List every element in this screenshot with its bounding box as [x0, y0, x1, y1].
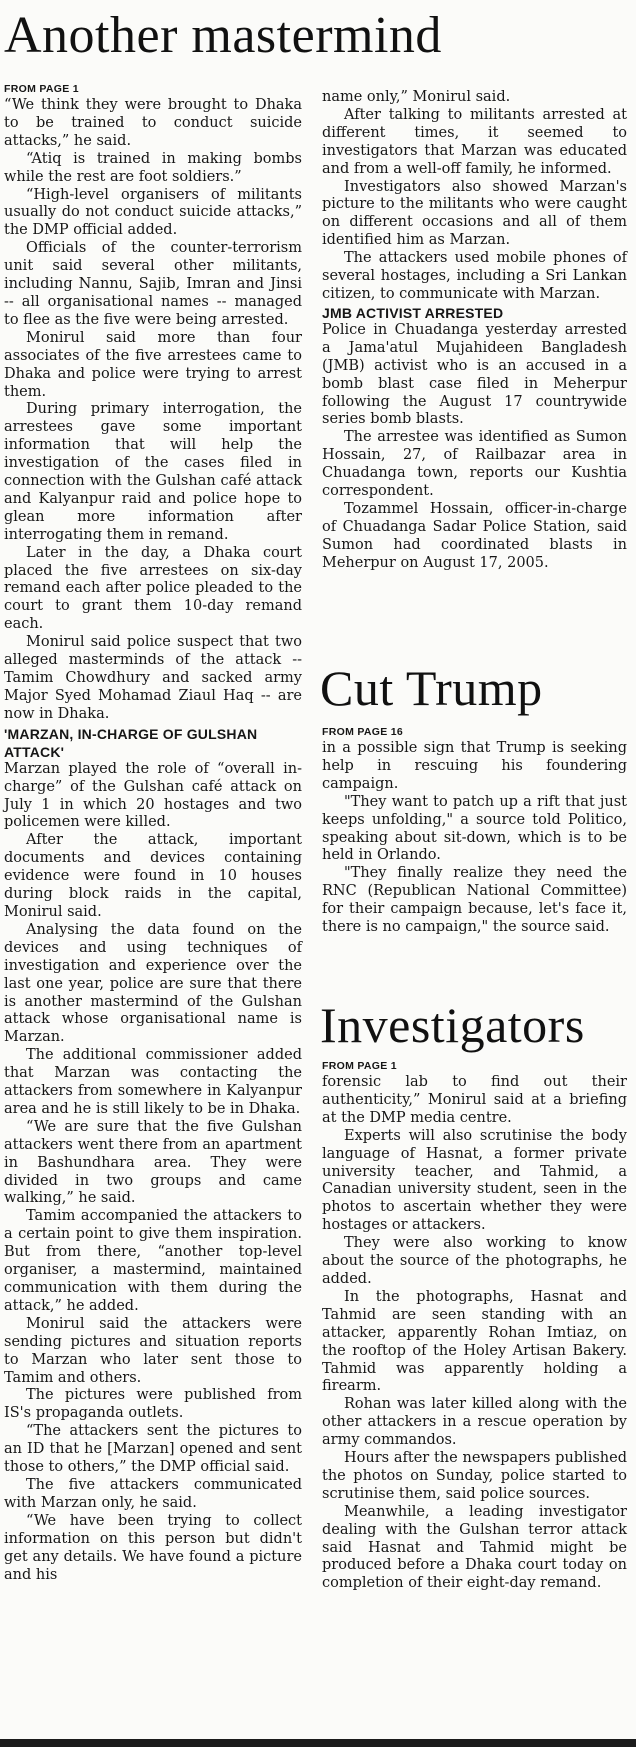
paragraph: Police in Chuadanga yesterday arrested a Jama'atul Mujahideen Bangladesh (JMB) activist who is an accused in a bomb blast case filed in Meherpur following the August 17 countrywide series bomb blasts.: [322, 321, 627, 428]
left-column: [4, 83, 302, 1584]
paragraph: During primary interrogation, the arrestees gave some important information that will help the investigation of the cases filed in connection with the Gulshan café attack and Kalyanpur raid and police hope to glean more information after interrogating them in remand.: [4, 401, 302, 543]
subhead-marzan: 'MARZAN, IN-CHARGE OF GULSHAN ATTACK': [4, 725, 258, 760]
page-bottom-rule: [0, 1739, 636, 1747]
paragraph: “We have been trying to collect information on this person but didn't get any details. We have found a picture and his: [4, 1512, 302, 1583]
paragraph: After the attack, important documents and devices containing evidence were found in 10 houses during block raids in the capital, Monirul said.: [4, 832, 302, 920]
paragraph: Monirul said more than four associates of the five arrestees came to Dhaka and police were trying to arrest them.: [4, 329, 302, 400]
paragraph: Experts will also scrutinise the body language of Hasnat, a former private university teacher, and Tahmid, a Canadian university student, seen in the photos to ascertain whether they were hostages or attackers.: [322, 1127, 627, 1234]
paragraph: Tamim accompanied the attackers to a certain point to give them inspiration. But from there, “another top-level organiser, a mastermind, maintained communication with them during the attack,” he added.: [4, 1208, 302, 1314]
investigators-article: [322, 1060, 627, 1593]
paragraph: The attackers used mobile phones of several hostages, including a Sri Lankan citizen, to communicate with Marzan.: [322, 250, 627, 302]
headline-another-mastermind: Another mastermind: [4, 7, 442, 64]
subhead-jmb: JMB ACTIVIST ARRESTED: [322, 304, 504, 321]
right-column-continuation: [322, 89, 627, 573]
paragraph: Investigators also showed Marzan's picture to the militants who were caught on different occasions and all of them identified him as Marzan.: [322, 178, 627, 249]
paragraph: Analysing the data found on the devices and using techniques of investigation and experience over the last one year, police are sure that there is another mastermind of the Gulshan attack whose organisational name is Marzan.: [4, 921, 302, 1046]
paragraph: In the photographs, Hasnat and Tahmid are seen standing with an attacker, apparently Rohan Imtiaz, on the rooftop of the Holey Artisan Bakery. Tahmid was apparently holding a firearm.: [322, 1288, 627, 1395]
paragraph: Tozammel Hossain, officer-in-charge of Chuadanga Sadar Police Station, said Sumon had coordinated blasts in Meherpur on August 17, 2005.: [322, 500, 627, 571]
paragraph: "They finally realize they need the RNC (Republican National Committee) for their campaign because, let's face it, there is no campaign," the source said.: [322, 865, 627, 936]
headline-cut-trump: Cut Trump: [320, 660, 543, 716]
from-page-label: FROM PAGE 16: [322, 726, 404, 738]
from-page-label: FROM PAGE 1: [4, 83, 79, 95]
paragraph: The arrestee was identified as Sumon Hossain, 27, of Railbazar area in Chuadanga town, reports our Kushtia correspondent.: [322, 429, 627, 500]
paragraph: forensic lab to find out their authenticity,” Monirul said at a briefing at the DMP media centre.: [322, 1074, 627, 1126]
paragraph: They were also working to know about the source of the photographs, he added.: [322, 1235, 627, 1287]
paragraph: The five attackers communicated with Marzan only, he said.: [4, 1476, 302, 1511]
paragraph: “High-level organisers of militants usually do not conduct suicide attacks,” the DMP official added.: [4, 186, 302, 239]
paragraph: Later in the day, a Dhaka court placed the five arrestees on six-day remand each after police pleaded to the court to grant them 10-day remand each.: [4, 544, 302, 633]
paragraph: name only,” Monirul said.: [322, 89, 511, 105]
paragraph: The pictures were published from IS's propaganda outlets.: [4, 1387, 302, 1422]
paragraph: “Atiq is trained in making bombs while the rest are foot soldiers.”: [4, 150, 302, 185]
paragraph: “We think they were brought to Dhaka to be trained to conduct suicide attacks,” he said.: [4, 97, 302, 149]
paragraph: “We are sure that the five Gulshan attackers went there from an apartment in Bashundhara area. They were divided in two groups and came walking,” he said.: [4, 1118, 302, 1207]
paragraph: Monirul said police suspect that two alleged masterminds of the attack -- Tamim Chowdhury and sacked army Major Syed Mohamad Ziaul Haq -- are now in Dhaka.: [4, 634, 302, 722]
paragraph: "They want to patch up a rift that just keeps unfolding," a source told Politico, speaking about sit-down, which is to be held in Orlando.: [322, 793, 627, 864]
paragraph: Hours after the newspapers published the photos on Sunday, police started to scrutinise them, said police sources.: [322, 1450, 627, 1502]
cut-trump-article: [322, 726, 627, 937]
paragraph: After talking to militants arrested at different times, it seemed to investigators that Marzan was educated and from a well-off family, he informed.: [322, 106, 627, 177]
paragraph: Marzan played the role of “overall in-charge” of the Gulshan café attack on July 1 in which 20 hostages and two policemen were killed.: [4, 760, 302, 831]
paragraph: Meanwhile, a leading investigator dealing with the Gulshan terror attack said Hasnat and Tahmid might be produced before a Dhaka court today on completion of their eight-day remand.: [322, 1503, 627, 1592]
paragraph: in a possible sign that Trump is seeking help in rescuing his foundering campaign.: [322, 740, 627, 792]
paragraph: Rohan was later killed along with the other attackers in a rescue operation by army commandos.: [322, 1396, 627, 1449]
paragraph: “The attackers sent the pictures to an ID that he [Marzan] opened and sent those to others,” the DMP official said.: [4, 1423, 302, 1476]
paragraph: The additional commissioner added that Marzan was contacting the attackers from somewhere in Kalyanpur area and he is still likely to be in Dhaka.: [4, 1047, 302, 1117]
from-page-label: FROM PAGE 1: [322, 1060, 397, 1072]
paragraph: Monirul said the attackers were sending pictures and situation reports to Marzan who later sent those to Tamim and others.: [4, 1315, 302, 1386]
paragraph: Officials of the counter-terrorism unit said several other militants, including Nannu, Sajib, Imran and Jinsi -- all organisational names -- managed to flee as the five were being arrested.: [4, 240, 302, 328]
headline-investigators: Investigators: [320, 997, 585, 1053]
